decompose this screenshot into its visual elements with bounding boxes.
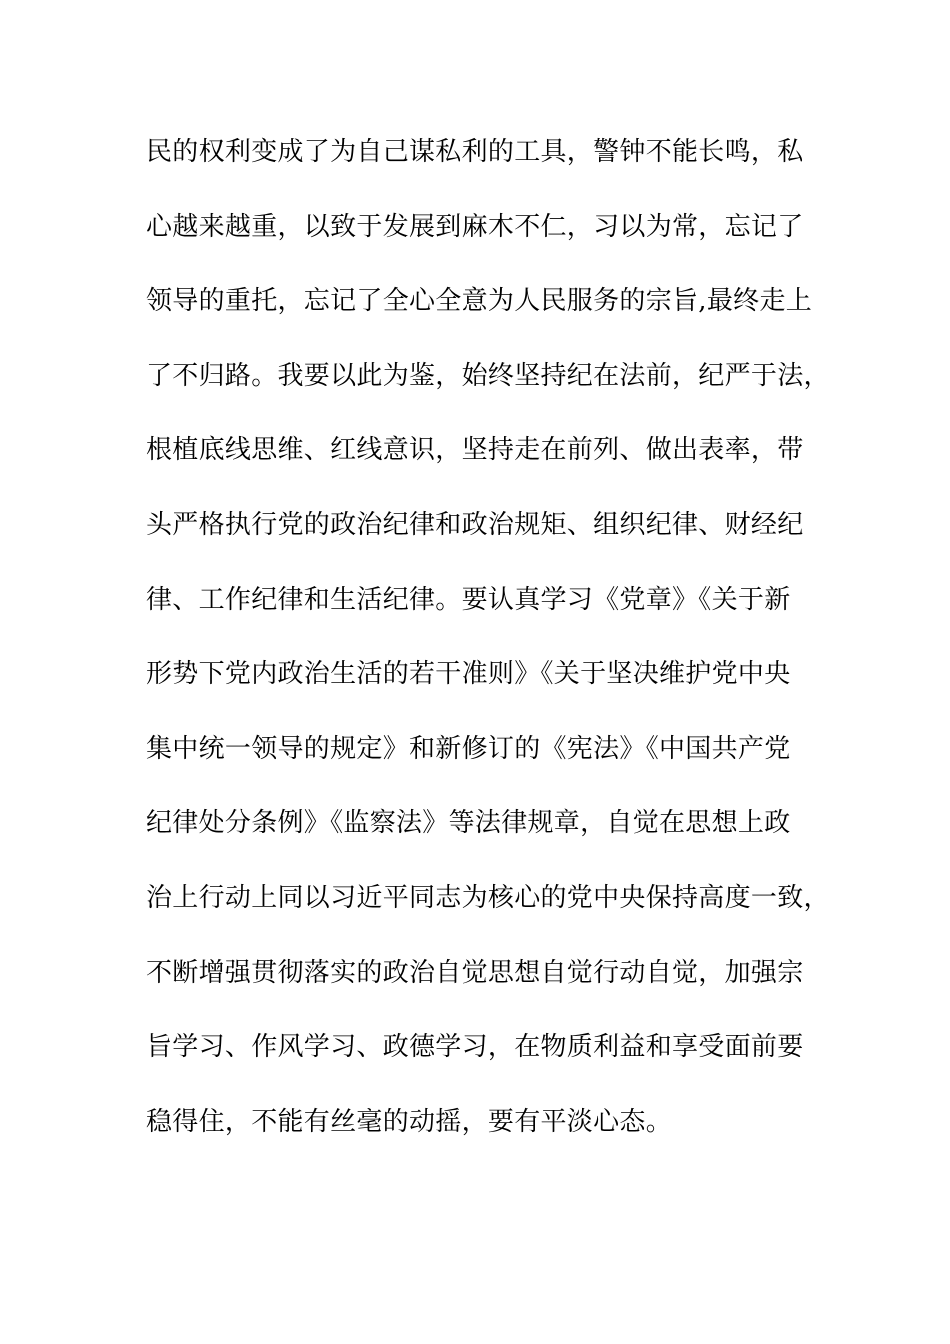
text-line: 集中统一领导的规定》和新修订的《宪法》《中国共产党 — [146, 733, 791, 764]
text-line: 旨学习、作风学习、政德学习，在物质利益和享受面前要 — [146, 1032, 804, 1063]
text-line: 根植底线思维、红线意识，坚持走在前列、做出表率，带 — [146, 435, 804, 466]
text-line: 纪律处分条例》《监察法》等法律规章，自觉在思想上政 — [146, 808, 791, 839]
text-line: 了不归路。我要以此为鉴，始终坚持纪在法前，纪严于法， — [146, 360, 830, 391]
text-line: 头严格执行党的政治纪律和政治规矩、组织纪律、财经纪 — [146, 509, 804, 540]
text-line: 心越来越重，以致于发展到麻木不仁，习以为常，忘记了 — [146, 211, 804, 242]
body-paragraph — [146, 132, 830, 1176]
text-line: 稳得住，不能有丝毫的动摇，要有平淡心态。 — [146, 1106, 673, 1137]
text-line: 领导的重托，忘记了全心全意为人民服务的宗旨,最终走上 — [146, 286, 813, 317]
text-line: 民的权利变成了为自己谋私利的工具，警钟不能长鸣，私 — [146, 137, 804, 167]
text-line: 形势下党内政治生活的若干准则》《关于坚决维护党中央 — [146, 659, 791, 690]
text-line: 治上行动上同以习近平同志为核心的党中央保持高度一致， — [146, 882, 830, 913]
text-line: 律、工作纪律和生活纪律。要认真学习《党章》《关于新 — [146, 584, 791, 615]
text-line: 不断增强贯彻落实的政治自觉思想自觉行动自觉，加强宗 — [146, 957, 804, 988]
